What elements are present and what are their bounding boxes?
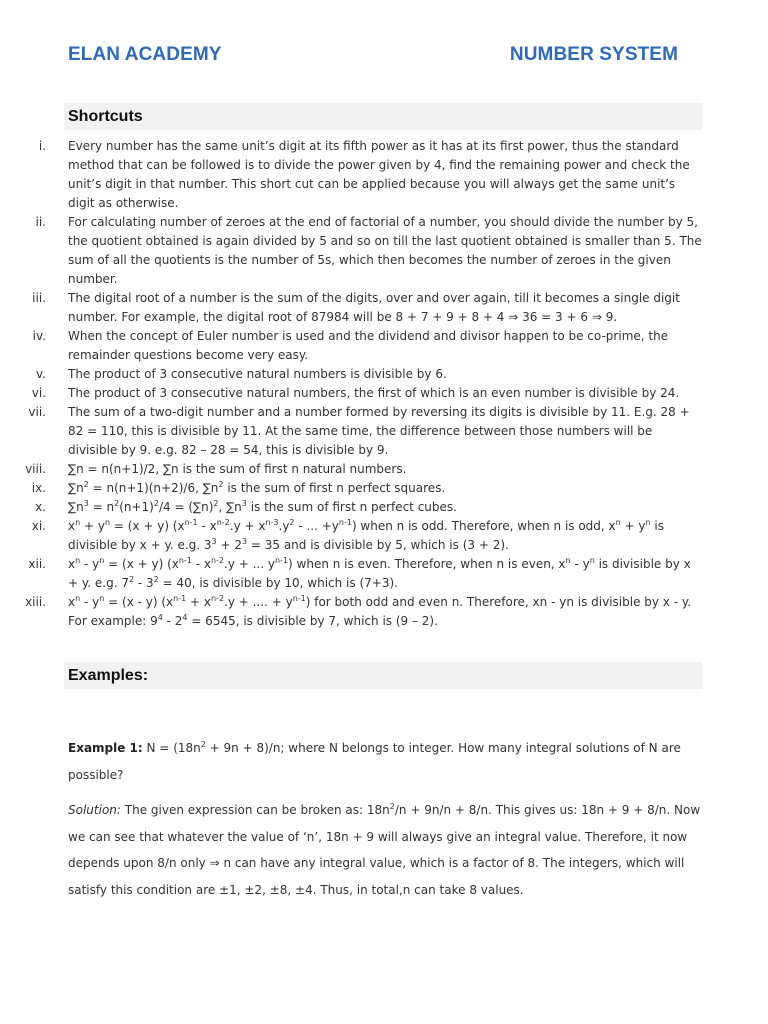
shortcut-number: iv. [32, 329, 46, 343]
page-header [68, 44, 678, 70]
shortcut-item [0, 137, 768, 213]
shortcut-number: xii. [28, 557, 46, 571]
shortcut-number: viii. [25, 462, 46, 476]
shortcut-text: $\sum n^2 = n(n+1)(n+2)/6$, $\sum n^2$ is the sum of first n perfect squares. [68, 480, 446, 495]
shortcut-item [0, 479, 768, 498]
shortcut-text: $x^n - y^n = (x - y) (x^{n-1} + x^{n-2}.y$ + .... + $y^{n-1}$) for both odd and even n. Therefore, xn - yn is divisible by x - y. For example: $9^4 - 2^4 = 6545$, is divisible by 7, which is (9 – 2). [68, 594, 692, 628]
examples-heading-band [64, 662, 702, 689]
shortcut-item [0, 517, 768, 555]
shortcut-text: $x^n - y^n = (x + y)$ ($x^{n-1} - x^{n-2}.y$ + ... $y^{n-1}$) when n is even. Therefore, when n is even, $x^n - y^n$ is divisible by x + y. e.g. $7^2 - 3^2 = 40$, is divisible by 10, which is (7+3). [68, 556, 691, 590]
shortcut-item [0, 213, 768, 289]
shortcut-number: xiii. [25, 595, 46, 609]
shortcut-number: x. [35, 500, 46, 514]
shortcuts-list [0, 137, 768, 631]
shortcut-text: $\sum n^3 = n^2(n+1)^2/4 = (\sum n)^2$, $\sum n^3$ is the sum of first n perfect cubes. [68, 499, 457, 514]
example-1-label: Example 1: [68, 741, 143, 755]
shortcut-number: iii. [32, 291, 46, 305]
shortcut-text: The digital root of a number is the sum of the digits, over and over again, till it becomes a single digit number. For example, the digital root of 87984 will be 8 + 7 + 9 + 8 + 4 ⇒ 36 = 3 + 6 ⇒ 9. [68, 291, 680, 324]
shortcut-text: The product of 3 consecutive natural numbers, the first of which is an even number is divisible by 24. [68, 386, 680, 400]
shortcut-text: When the concept of Euler number is used and the dividend and divisor happen to be co-prime, the remainder questions become very easy. [68, 329, 669, 362]
shortcut-number: vi. [31, 386, 46, 400]
shortcut-text: Every number has the same unit’s digit at its fifth power as it has at its first power, thus the standard method that can be followed is to divide the power given by 4, find the remaining power and check the unit’s digit in that number. This short cut can be applied because you will always get the same unit’s digit as otherwise. [68, 139, 690, 210]
example-1-question-text: $N = (18n^2 + 9n + 8)/n$; where N belongs to integer. How many integral solutions of N are possible? [68, 740, 681, 782]
shortcut-item [0, 384, 768, 403]
shortcut-item [0, 460, 768, 479]
shortcut-text: For calculating number of zeroes at the end of factorial of a number, you should divide the number by 5, the quotient obtained is again divided by 5 and so on till the last quotient obtained is smaller than 5. The sum of all the quotients is the number of 5s, which then becomes the number of zeroes in the given number. [68, 215, 702, 286]
shortcut-text: The product of 3 consecutive natural numbers is divisible by 6. [68, 367, 447, 381]
shortcuts-heading: Shortcuts [68, 108, 143, 125]
solution-label: Solution: [68, 803, 121, 817]
shortcuts-heading-band [64, 103, 702, 130]
shortcut-item [0, 403, 768, 460]
example-1-solution [68, 797, 708, 903]
shortcut-item [0, 593, 768, 631]
academy-name: ELAN ACADEMY [68, 44, 222, 65]
solution-text: The given expression can be broken as: $18n^2/n + 9n/n + 8/n$. This gives us: 18n + 9 + 8/n. Now we can see that whatever the value of ‘n’, 18n + 9 will always give an integral value. Therefore, it now depends upon 8/n only ⇒ n can have any integral value, which is a factor of 8. The integers, which will satisfy this condition are ±1, ±2, ±8, ±4. Thus, in total,n can take 8 values. [68, 802, 701, 897]
shortcut-number: xi. [31, 519, 46, 533]
shortcut-item [0, 498, 768, 517]
examples-heading: Examples: [68, 667, 149, 684]
shortcut-text: $x^n + y^n = (x + y)$ ($x^{n-1} - x^{n-2}.y + x^{n-3}.y^2$ - ... $+y^{n-1}$) when n is odd. Therefore, when n is odd, $x^n + y^n$ is divisible by x + y. e.g. $3^3 + 2^3 = 35$ and is divisible by 5, which is (3 + 2). [68, 518, 665, 552]
shortcut-item [0, 289, 768, 327]
shortcut-number: v. [36, 367, 46, 381]
shortcut-number: ix. [31, 481, 46, 495]
chapter-title: NUMBER SYSTEM [509, 44, 678, 65]
shortcut-item [0, 327, 768, 365]
shortcut-number: vii. [28, 405, 46, 419]
shortcut-text: ∑n = n(n+1)/2, ∑n is the sum of first n natural numbers. [68, 462, 407, 476]
shortcut-text: The sum of a two-digit number and a number formed by reversing its digits is divisible by 11. E.g. 28 + 82 = 110, this is divisible by 11. At the same time, the difference between those numbers will be divisible by 9. e.g. 82 – 28 = 54, this is divisible by 9. [68, 405, 690, 457]
shortcut-item [0, 365, 768, 384]
example-1-question [68, 735, 708, 788]
shortcut-number: i. [38, 139, 46, 153]
shortcut-number: ii. [35, 215, 46, 229]
shortcut-item [0, 555, 768, 593]
